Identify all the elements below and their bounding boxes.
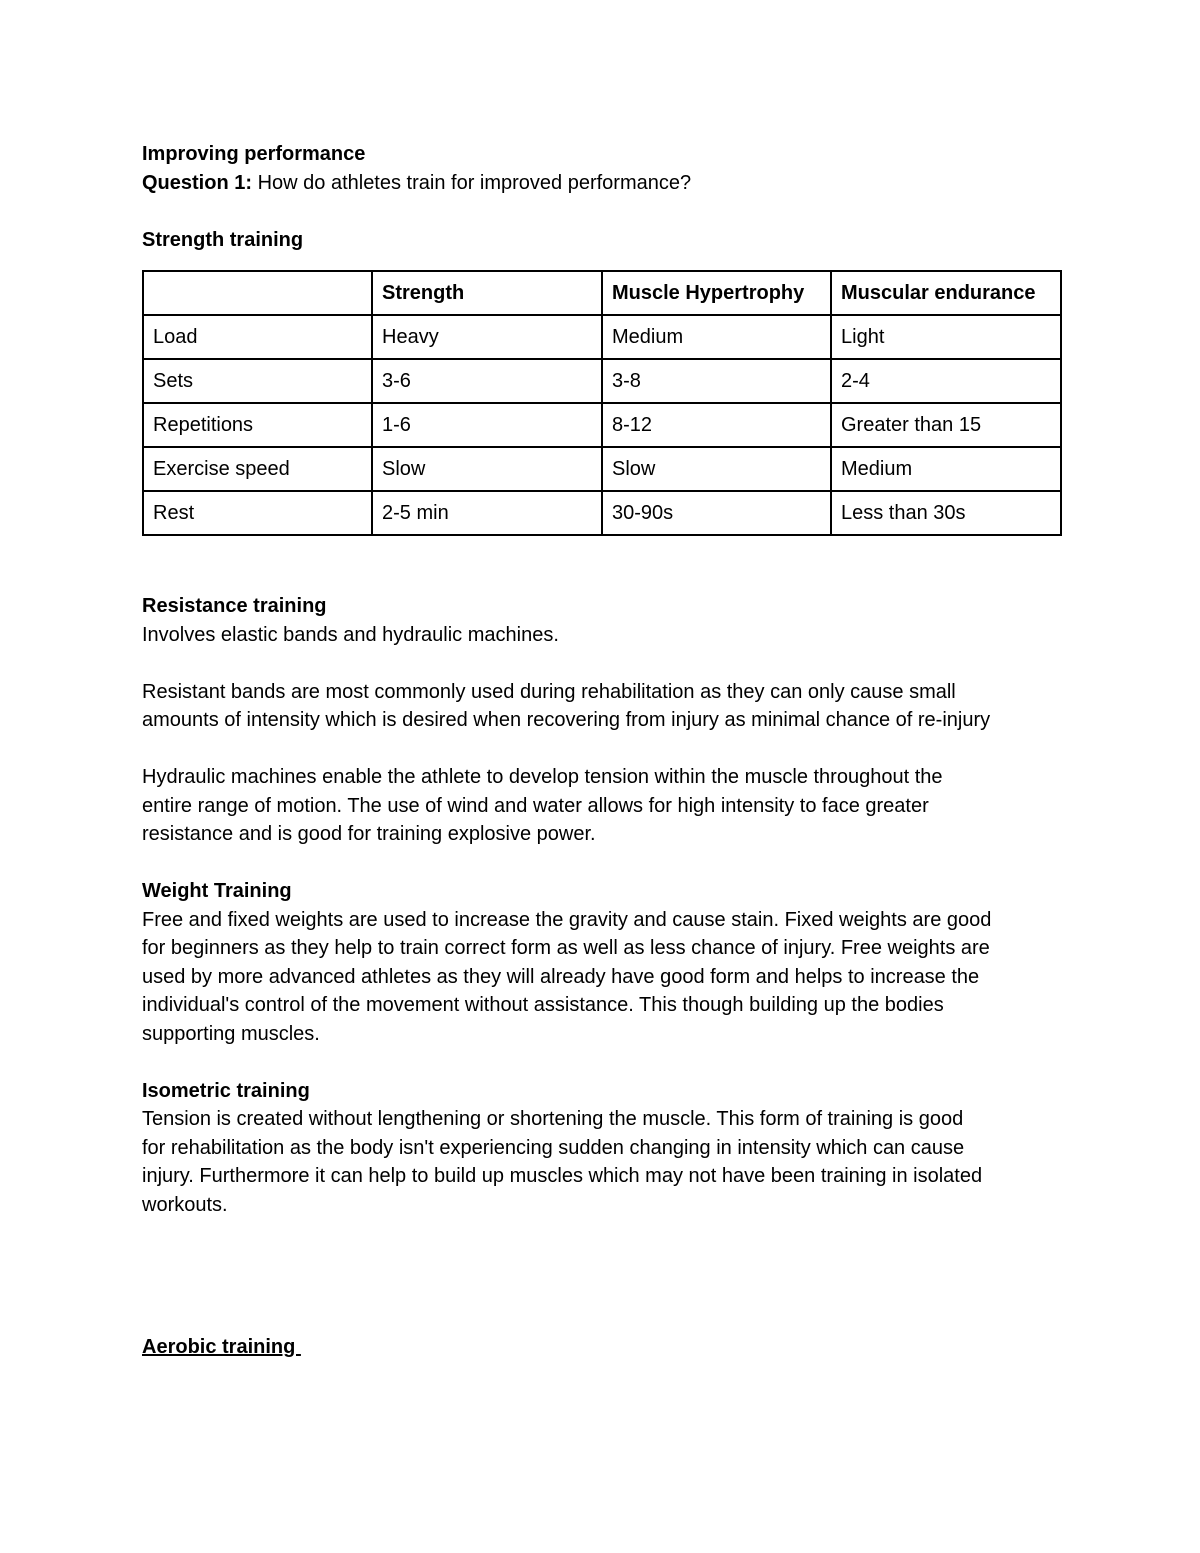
question-text: How do athletes train for improved performance? bbox=[252, 171, 692, 194]
table-cell: Rest bbox=[143, 491, 372, 535]
paragraph-line: used by more advanced athletes as they will already have good form and helps to increase the bbox=[142, 965, 980, 988]
table-cell: Repetitions bbox=[143, 403, 372, 447]
table-cell: 3-6 bbox=[372, 359, 602, 403]
paragraph-line: individual's control of the movement without assistance. This though building up the bodies bbox=[142, 994, 944, 1016]
paragraph-line: Free and fixed weights are used to increase the gravity and cause stain. Fixed weights are good bbox=[142, 908, 992, 931]
table-row bbox=[143, 491, 1061, 535]
table-cell: Slow bbox=[602, 447, 831, 491]
paragraph-line: Tension is created without lengthening or shortening the muscle. This form of training is good bbox=[142, 1108, 964, 1130]
table-cell: Less than 30s bbox=[831, 491, 1061, 535]
table-cell: 30-90s bbox=[602, 491, 831, 535]
resistance-intro: Involves elastic bands and hydraulic machines. bbox=[142, 623, 559, 646]
table-row bbox=[143, 403, 1061, 447]
table-row bbox=[143, 315, 1061, 359]
table-header-row bbox=[143, 271, 1061, 315]
table-header-cell: Muscle Hypertrophy bbox=[602, 271, 831, 315]
paragraph-line: injury. Furthermore it can help to build up muscles which may not have been training in isolated bbox=[142, 1165, 983, 1187]
paragraph-line: resistance and is good for training explosive power. bbox=[142, 823, 596, 845]
table-cell: 3-8 bbox=[602, 359, 831, 403]
table-header-cell: Strength bbox=[372, 271, 602, 315]
paragraph-line: entire range of motion. The use of wind and water allows for high intensity to face greater bbox=[142, 794, 929, 817]
spacer bbox=[142, 849, 1060, 878]
isometric-training-heading: Isometric training bbox=[142, 1079, 310, 1102]
table-cell: Heavy bbox=[372, 315, 602, 359]
table-cell: Sets bbox=[143, 359, 372, 403]
table-cell: 2-5 min bbox=[372, 491, 602, 535]
paragraph-line: supporting muscles. bbox=[142, 1022, 320, 1045]
paragraph-line: Resistant bands are most commonly used during rehabilitation as they can only cause small bbox=[142, 680, 956, 703]
spacer bbox=[142, 536, 1060, 592]
table-row bbox=[143, 447, 1061, 491]
isometric-training-paragraph bbox=[142, 1105, 1060, 1219]
table-cell: Slow bbox=[372, 447, 602, 491]
table-cell: Light bbox=[831, 315, 1061, 359]
table-cell: Medium bbox=[602, 315, 831, 359]
table-cell: Load bbox=[143, 315, 372, 359]
resistance-bands-paragraph bbox=[142, 678, 1060, 735]
table-cell: Medium bbox=[831, 447, 1061, 491]
document-title: Improving performance bbox=[142, 143, 366, 165]
table-cell: Exercise speed bbox=[143, 447, 372, 491]
weight-training-heading: Weight Training bbox=[142, 880, 292, 902]
strength-training-heading: Strength training bbox=[142, 228, 304, 251]
spacer bbox=[142, 735, 1060, 764]
question-line bbox=[142, 169, 1060, 198]
weight-training-paragraph bbox=[142, 906, 1060, 1049]
table-cell: Greater than 15 bbox=[831, 403, 1061, 447]
spacer bbox=[142, 1048, 1060, 1077]
paragraph-line: for rehabilitation as the body isn't experiencing sudden changing in intensity which can cause bbox=[142, 1136, 965, 1159]
spacer bbox=[142, 1219, 1060, 1333]
table-header-cell bbox=[143, 271, 372, 315]
spacer bbox=[142, 649, 1060, 678]
resistance-training-heading: Resistance training bbox=[142, 595, 327, 617]
hydraulic-machines-paragraph bbox=[142, 763, 1060, 849]
table-row bbox=[143, 359, 1061, 403]
question-label: Question 1: bbox=[142, 171, 253, 194]
table-cell: 8-12 bbox=[602, 403, 831, 447]
paragraph-line: amounts of intensity which is desired when recovering from injury as minimal chance of re-injury bbox=[142, 709, 991, 731]
document-page bbox=[142, 140, 1060, 1362]
paragraph-line: for beginners as they help to train correct form as well as less chance of injury. Free weights are bbox=[142, 937, 990, 959]
table-cell: 1-6 bbox=[372, 403, 602, 447]
table-header-cell: Muscular endurance bbox=[831, 271, 1061, 315]
paragraph-line: workouts. bbox=[142, 1193, 228, 1216]
aerobic-training-heading: Aerobic training bbox=[142, 1336, 301, 1358]
table-cell: 2-4 bbox=[831, 359, 1061, 403]
spacer bbox=[142, 197, 1060, 226]
strength-training-table bbox=[142, 270, 1062, 536]
paragraph-line: Hydraulic machines enable the athlete to develop tension within the muscle throughout the bbox=[142, 766, 943, 788]
